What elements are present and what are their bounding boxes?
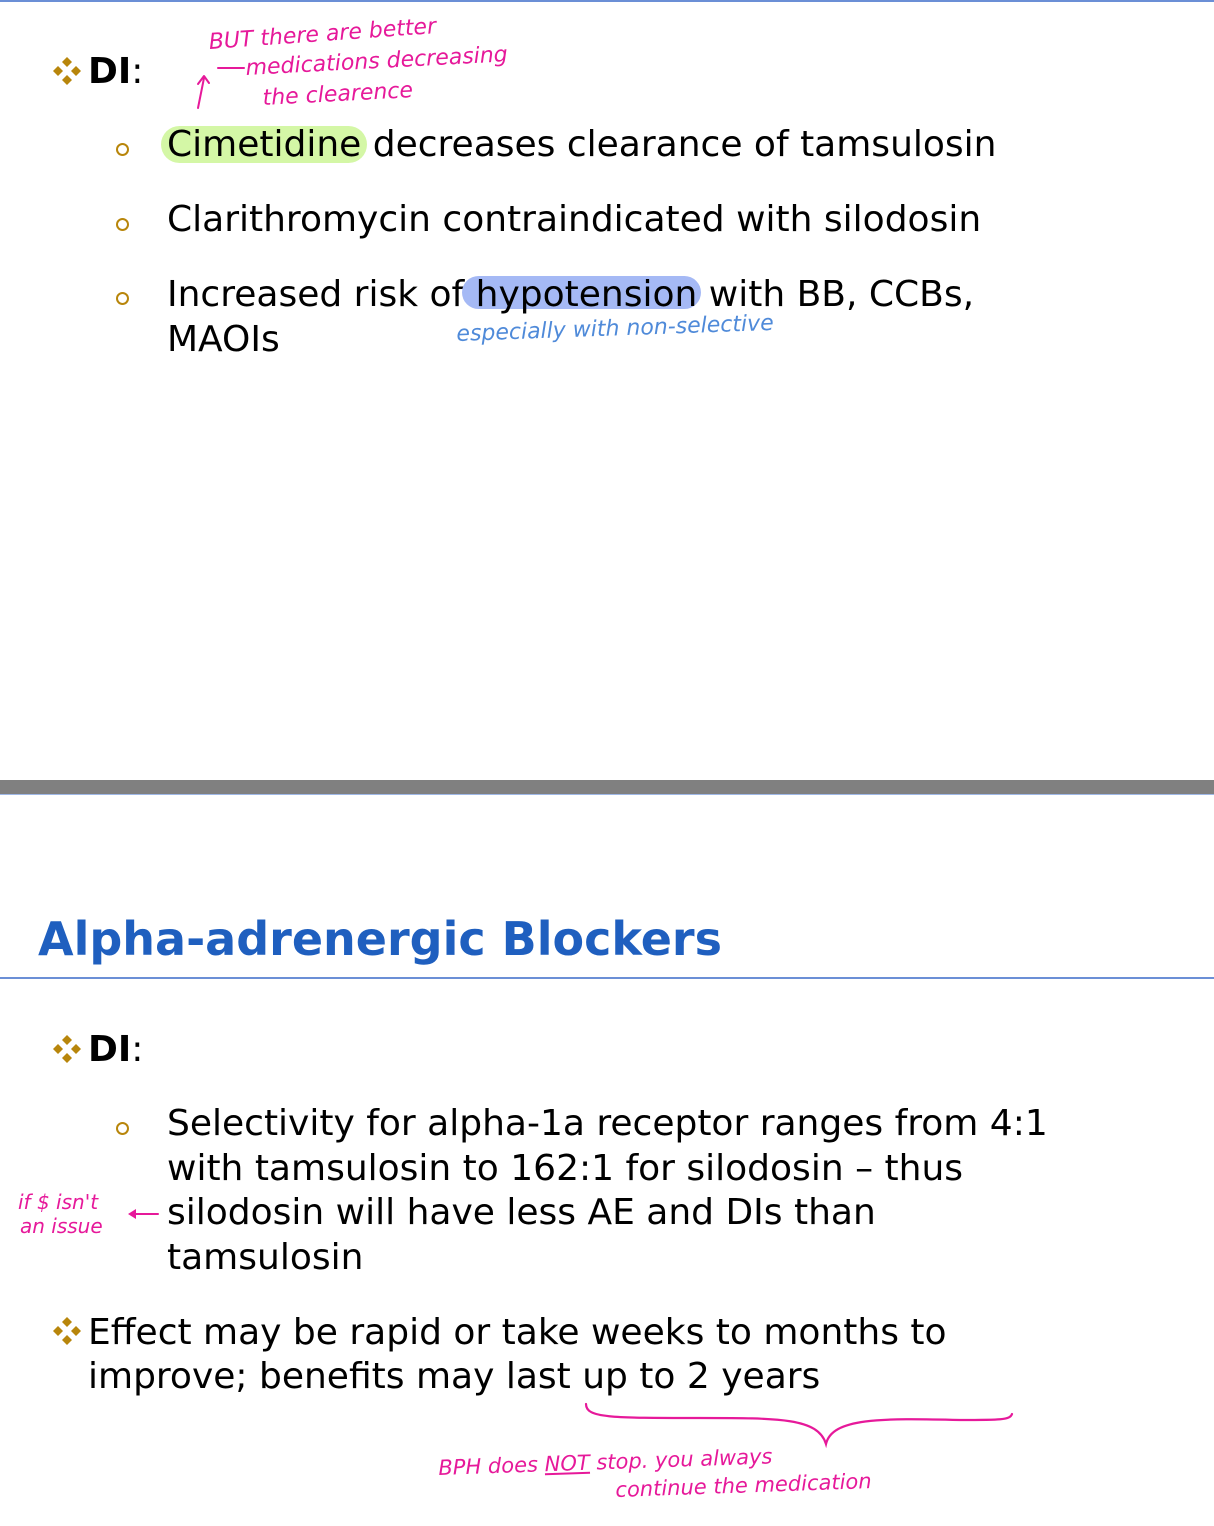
diamond-bullet-icon [52,56,82,86]
circle-bullet-icon [116,143,129,156]
slide-separator [0,780,1214,794]
title-rule [0,977,1214,979]
circle-bullet-icon [116,292,129,305]
annotation-better-meds-line2: medications decreasing [245,42,509,81]
annotation-bph-line1: BPH does NOT stop. you always [438,1444,773,1480]
di-heading: DI: [88,51,144,92]
selectivity-line4: tamsulosin [167,1237,364,1278]
diamond-bullet-icon [52,1316,82,1346]
bullet-hypotension-line2: MAOIs [167,319,280,360]
highlight-cimetidine: Cimetidine [167,124,362,165]
bullet-hypotension: Increased risk of hypotension with BB, CCBs, [167,274,975,315]
effect-line1: Effect may be rapid or take weeks to months to [88,1312,947,1353]
top-rule [0,0,1214,2]
di-heading-2: DI: [88,1029,144,1070]
curly-brace-icon [580,1400,1020,1452]
bullet-cimetidine: Cimetidine decreases clearance of tamsulosin [167,124,997,165]
annotation-cost-line2: an issue [20,1214,103,1238]
bullet-clarithromycin: Clarithromycin contraindicated with silodosin [167,199,982,240]
circle-bullet-icon [116,218,129,231]
circle-bullet-icon [116,1122,129,1135]
annotation-non-selective: especially with non-selective [456,310,775,347]
annotation-cost-line1: if $ isn't [18,1190,99,1214]
diamond-bullet-icon [52,1034,82,1064]
slide-title: Alpha-adrenergic Blockers [38,912,722,966]
annotation-bph-line2: continue the medication [615,1469,872,1502]
slide2-top-rule [0,794,1214,795]
selectivity-line3: silodosin will have less AE and DIs than [167,1192,876,1233]
selectivity-line1: Selectivity for alpha-1a receptor ranges from 4:1 [167,1103,1048,1144]
effect-line2: improve; benefits may last up to 2 years [88,1356,821,1397]
highlight-hypotension: hypotension [475,274,698,315]
annotation-better-meds-line1: BUT there are better [208,14,437,55]
arrow-left-icon [124,1204,162,1224]
arrow-up-icon [192,60,252,112]
annotation-better-meds-line3: the clearence [262,78,414,111]
selectivity-line2: with tamsulosin to 162:1 for silodosin – thus [167,1148,964,1189]
